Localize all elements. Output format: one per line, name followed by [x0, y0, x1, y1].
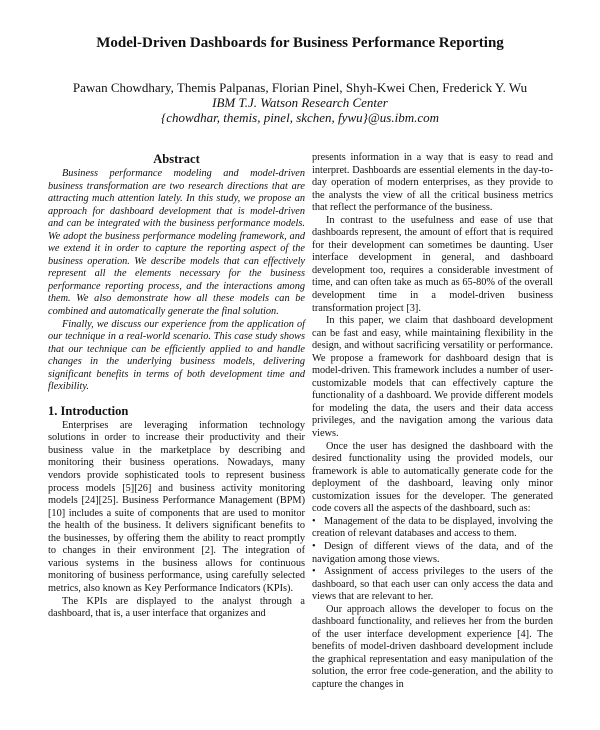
bullet-icon: •	[312, 515, 316, 527]
bullet-icon: •	[312, 540, 316, 552]
introduction-paragraph: The KPIs are displayed to the analyst through a dashboard, that is, a user interface that organizes and	[48, 595, 305, 620]
abstract-heading: Abstract	[153, 152, 200, 166]
left-column	[48, 152, 305, 621]
body-paragraph: In contrast to the usefulness and ease of use that dashboards represent, the amount of effort that is required for their development can sometimes be daunting. User interface development in general, and dashboard development too, requires a considerable investment of time, and can often take as much as 65-80% of the overall development time in a model-driven business transformation project [3].	[312, 214, 553, 314]
abstract-paragraph: Business performance modeling and model-driven business transformation are two research directions that are attracting much attention lately. In this study, we propose an approach for dashboard development that is model-driven and can be integrated with the business performance models. We adopt the business performance modeling framework, and we extend it in order to capture the reporting aspect of the business operation. We describe models that can effectively represent all the elements necessary for the business performance reporting process, and the interactions among them. We also demonstrate how all these models can be combined and automatically generate the final solution.	[48, 168, 305, 318]
body-paragraph: Our approach allows the developer to focus on the dashboard functionality, and relieves her from the burden of the user interface development experience [4]. The benefits of model-driven dashboard development include the graphical representation and easy manipulation of the solution, the error free code-generation, and the ability to capture the changes in	[312, 603, 553, 690]
list-item-text: Design of different views of the data, and of the navigation among those views.	[312, 540, 553, 565]
list-item	[312, 566, 553, 604]
body-paragraph: In this paper, we claim that dashboard development can be fast and easy, while maintaining flexibility in the design, and without sacrificing versatility or performance. We propose a framework for dashboard design that is model-driven. This framework includes a number of user-customizable models that can effectively capture the functionality of a dashboard. We provide different models for modeling the data, the users and their data access privileges, and the navigation among the various data views.	[312, 315, 553, 440]
introduction-paragraph: Enterprises are leveraging information technology solutions in order to increase their productivity and their business value in the marketplace by describing and monitoring their business operations. Nowadays, many vendors provide sophisticated tools to represent business process models [5][26] and business activity monitoring models [24][25]. Business Performance Management (BPM) [10] includes a suite of components that are used to monitor the health of the business. It delivers significant benefits to the businesses, by offering them the ability to react promptly to changes in their environment [2]. The integration of various systems in the business allows for continuous monitoring of business performance, using carefully selected metrics, also known as Key Performance Indicators (KPIs).	[48, 419, 305, 594]
bullet-icon: •	[312, 566, 316, 578]
introduction-heading: 1. Introduction	[48, 403, 129, 418]
author-names: Pawan Chowdhary, Themis Palpanas, Florian Pinel, Shyh-Kwei Chen, Frederick Y. Wu	[72, 80, 528, 95]
paper-title: Model-Driven Dashboards for Business Performance Reporting	[96, 35, 504, 51]
list-item	[312, 516, 553, 541]
feature-bullet-list	[312, 516, 553, 604]
abstract-paragraph: Finally, we discuss our experience from the application of our technique in a real-world scenario. This case study shows that our technique can be efficiently applied to and handle changes in the underlying business models, delivering significant benefits in terms of both development time and flexibility.	[48, 318, 305, 393]
author-affiliation: IBM T.J. Watson Research Center	[212, 95, 388, 110]
body-paragraph: presents information in a way that is easy to read and interpret. Dashboards are essential elements in the day-to-day operation of modern enterprises, as they provide to the analysts the view of all the critical business metrics that reflect the performance of the business.	[312, 152, 553, 214]
author-block	[0, 80, 600, 125]
author-emails: {chowdhar, themis, pinel, skchen, fywu}@us.ibm.com	[161, 110, 439, 125]
body-paragraph: Once the user has designed the dashboard with the desired functionality using the provided models, our framework is able to automatically generate code for the deployment of the dashboard, leaving only minor customization issues for the developer. The generated code covers all the aspects of the dashboard, such as:	[312, 440, 553, 515]
list-item-text: Assignment of access privileges to the users of the dashboard, so that each user can only access the data and views that are relevant to her.	[312, 566, 553, 603]
right-column	[312, 152, 553, 692]
list-item-text: Management of the data to be displayed, involving the creation of relevant databases and access to them.	[312, 515, 553, 540]
list-item	[312, 541, 553, 566]
